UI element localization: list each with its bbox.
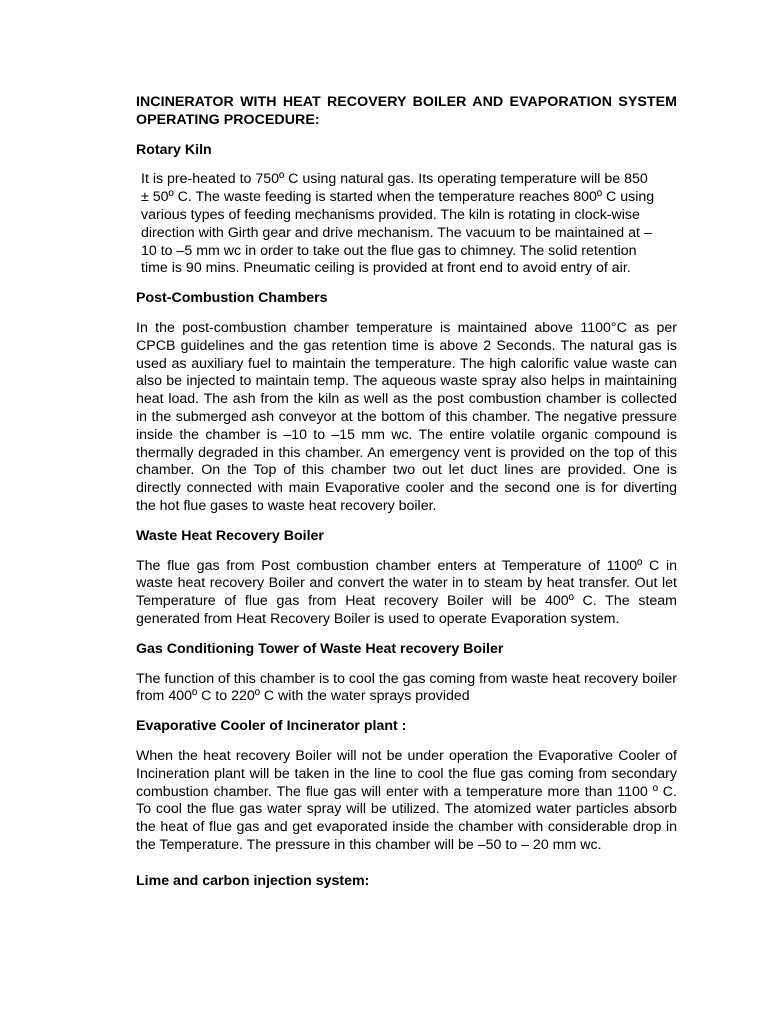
section-heading-evaporative-cooler: Evaporative Cooler of Incinerator plant :	[136, 718, 407, 735]
section-body-rotary-kiln: It is pre-heated to 750º C using natural gas. Its operating temperature will be 850 ± 50º C. The waste feeding is started when the temperature reaches 800º C using various types of feeding mechanisms provided. The kiln is rotating in clock-wise direction with Girth gear and drive mechanism. The vacuum to be maintained at – 10 to –5 mm wc in order to take out the flue gas to chimney. The solid retention time is 90 mins. Pneumatic ceiling is provided at front end to avoid entry of air.	[141, 171, 655, 277]
section-heading-post-combustion: Post-Combustion Chambers	[136, 290, 328, 307]
section-heading-gas-conditioning: Gas Conditioning Tower of Waste Heat recovery Boiler	[136, 640, 504, 657]
document-title: INCINERATOR WITH HEAT RECOVERY BOILER AND EVAPORATION SYSTEM OPERATING PROCEDURE:	[136, 94, 677, 128]
section-heading-waste-heat-boiler: Waste Heat Recovery Boiler	[136, 527, 324, 544]
section-body-gas-conditioning: The function of this chamber is to cool the gas coming from waste heat recovery boiler from 400º C to 220º C with the water sprays provided	[136, 670, 677, 705]
section-heading-lime-carbon: Lime and carbon injection system:	[136, 872, 370, 889]
section-body-evaporative-cooler: When the heat recovery Boiler will not be under operation the Evaporative Cooler of Incineration plant will be taken in the line to cool the flue gas coming from secondary combustion chamber. The flue gas will enter with a temperature more than 1100 º C. To cool the flue gas water spray will be utilized. The atomized water particles absorb the heat of flue gas and get evaporated inside the chamber with considerable drop in the Temperature. The pressure in this chamber will be –50 to – 20 mm wc.	[136, 747, 677, 853]
section-body-post-combustion: In the post-combustion chamber temperature is maintained above 1100°C as per CPCB guidelines and the gas retention time is above 2 Seconds. The natural gas is used as auxiliary fuel to maintain the temperature. The high calorific value waste can also be injected to maintain temp. The aqueous waste spray also helps in maintaining heat load. The ash from the kiln as well as the post combustion chamber is collected in the submerged ash conveyor at the bottom of this chamber. The negative pressure inside the chamber is –10 to –15 mm wc. The entire volatile organic compound is thermally degraded in this chamber. An emergency vent is provided on the top of this chamber. On the Top of this chamber two out let duct lines are provided. One is directly connected with main Evaporative cooler and the second one is for diverting the hot flue gases to waste heat recovery boiler.	[136, 319, 677, 514]
document-page	[136, 94, 677, 902]
section-body-waste-heat-boiler: The flue gas from Post combustion chamber enters at Temperature of 1100º C in waste heat recovery Boiler and convert the water in to steam by heat transfer. Out let Temperature of flue gas from Heat recovery Boiler will be 400º C. The steam generated from Heat Recovery Boiler is used to operate Evaporation system.	[136, 557, 677, 627]
section-heading-rotary-kiln: Rotary Kiln	[136, 141, 212, 158]
